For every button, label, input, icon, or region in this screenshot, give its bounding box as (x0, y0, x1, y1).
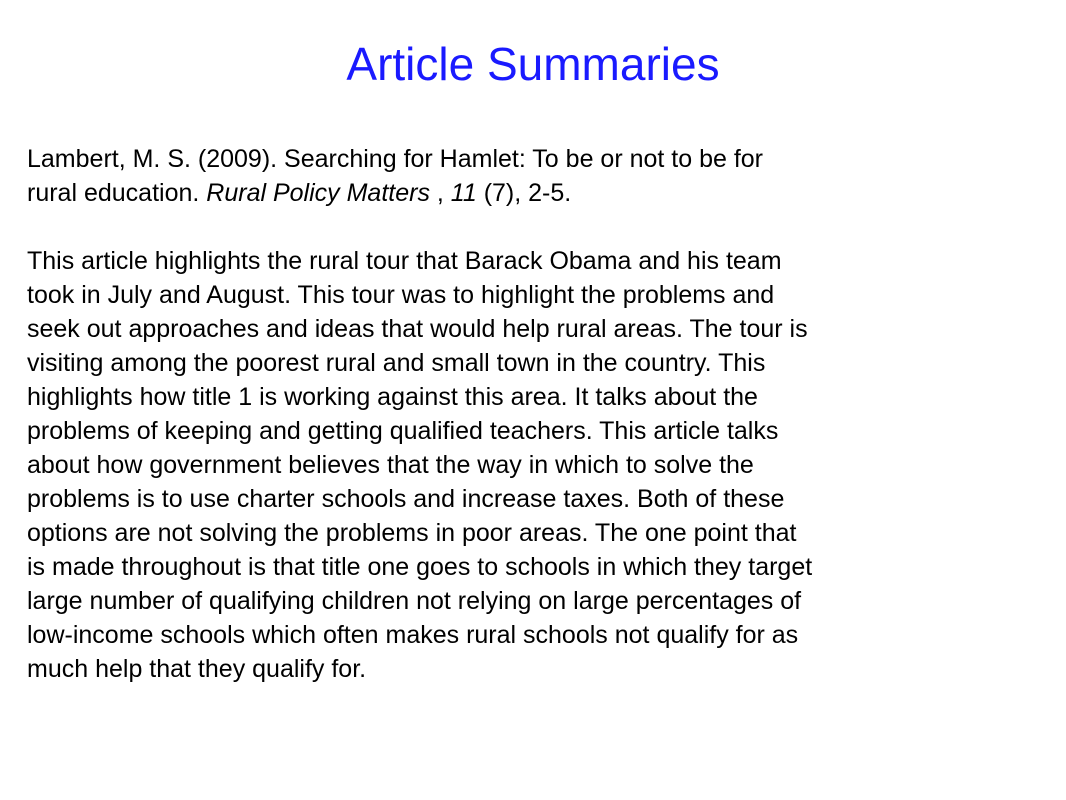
citation-volume: 11 (450, 179, 477, 207)
citation (27, 142, 1057, 210)
summary-line: highlights how title 1 is working against this area. It talks about the (27, 383, 758, 411)
slide-title: Article Summaries (346, 38, 720, 90)
summary-line: This article highlights the rural tour that Barack Obama and his team (27, 247, 782, 275)
summary-line: problems of keeping and getting qualified teachers. This article talks (27, 417, 779, 445)
summary-line: is made throughout is that title one goes to schools in which they target (27, 553, 813, 581)
summary-line: seek out approaches and ideas that would help rural areas. The tour is (27, 315, 808, 343)
summary-line: about how government believes that the way in which to solve the (27, 451, 754, 479)
summary-line: options are not solving the problems in poor areas. The one point that (27, 519, 797, 547)
summary-line: problems is to use charter schools and increase taxes. Both of these (27, 485, 785, 513)
slide-body (27, 142, 1057, 686)
citation-journal: Rural Policy Matters (206, 179, 430, 207)
summary-line: took in July and August. This tour was to highlight the problems and (27, 281, 775, 309)
summary-line: large number of qualifying children not relying on large percentages of (27, 587, 802, 615)
summary-paragraph (27, 244, 1057, 686)
summary-line: low-income schools which often makes rural schools not qualify for as (27, 621, 799, 649)
summary-line: visiting among the poorest rural and small town in the country. This (27, 349, 766, 377)
summary-line: much help that they qualify for. (27, 655, 367, 683)
citation-title-cont: rural education. (27, 179, 207, 207)
citation-issue-pages: (7), 2-5. (476, 179, 572, 207)
citation-separator: , (429, 179, 451, 207)
citation-line-1 (27, 142, 1057, 176)
citation-line-2 (27, 176, 1057, 210)
citation-authors-title: Lambert, M. S. (2009). Searching for Hamlet: To be or not to be for (27, 145, 764, 173)
